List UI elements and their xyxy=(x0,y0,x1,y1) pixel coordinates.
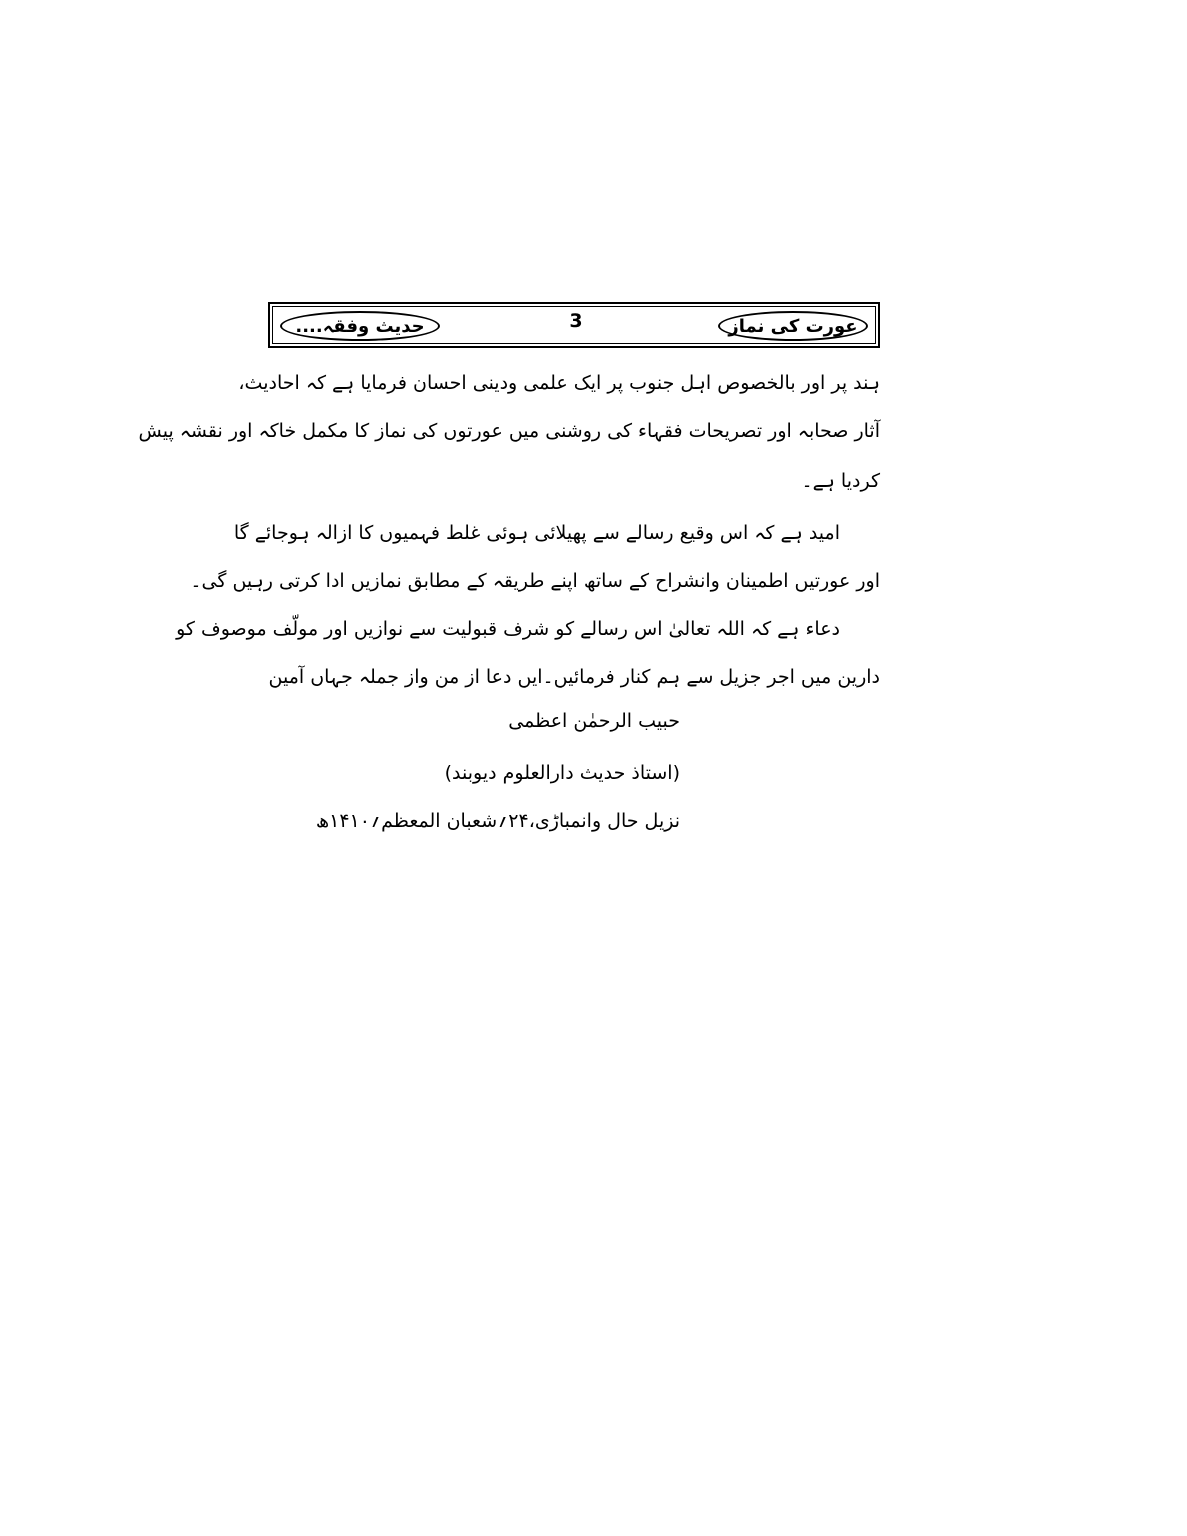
signature-title: (استاذ حدیث دارالعلوم دیوبند) xyxy=(444,762,680,784)
book-title-badge xyxy=(718,311,868,341)
signature-name: حبیب الرحمٰن اعظمی xyxy=(508,710,680,732)
paragraph-line: آثار صحابہ اور تصریحات فقہاء کی روشنی میں عورتوں کی نماز کا مکمل خاکہ اور نقشہ پیش xyxy=(138,420,880,442)
paragraph-line: ہند پر اور بالخصوص اہل جنوب پر ایک علمی ودینی احسان فرمایا ہے کہ احادیث، xyxy=(238,372,880,394)
section-title-badge xyxy=(280,311,440,341)
paragraph-line: دعاء ہے کہ اللہ تعالیٰ اس رسالے کو شرف قبولیت سے نوازیں اور مولّف موصوف کو xyxy=(176,618,840,640)
book-title: عورت کی نماز xyxy=(728,315,858,337)
section-title: حدیث وفقہ.... xyxy=(295,315,425,337)
paragraph-line: اور عورتیں اطمینان وانشراح کے ساتھ اپنے طریقہ کے مطابق نمازیں ادا کرتی رہیں گی۔ xyxy=(190,570,880,592)
signature-place-date: نزیل حال وانمباڑی،۲۴؍شعبان المعظم؍۱۴۱۰ھ xyxy=(315,810,680,832)
page-header xyxy=(268,302,880,348)
page-number: 3 xyxy=(569,310,583,332)
paragraph-line: دارین میں اجر جزیل سے ہم کنار فرمائیں۔ایں دعا از من واز جملہ جہاں آمین xyxy=(268,666,880,688)
paragraph-line: کردیا ہے۔ xyxy=(801,470,880,492)
paragraph-line: امید ہے کہ اس وقیع رسالے سے پھیلائی ہوئی غلط فہمیوں کا ازالہ ہوجائے گا xyxy=(233,522,840,544)
